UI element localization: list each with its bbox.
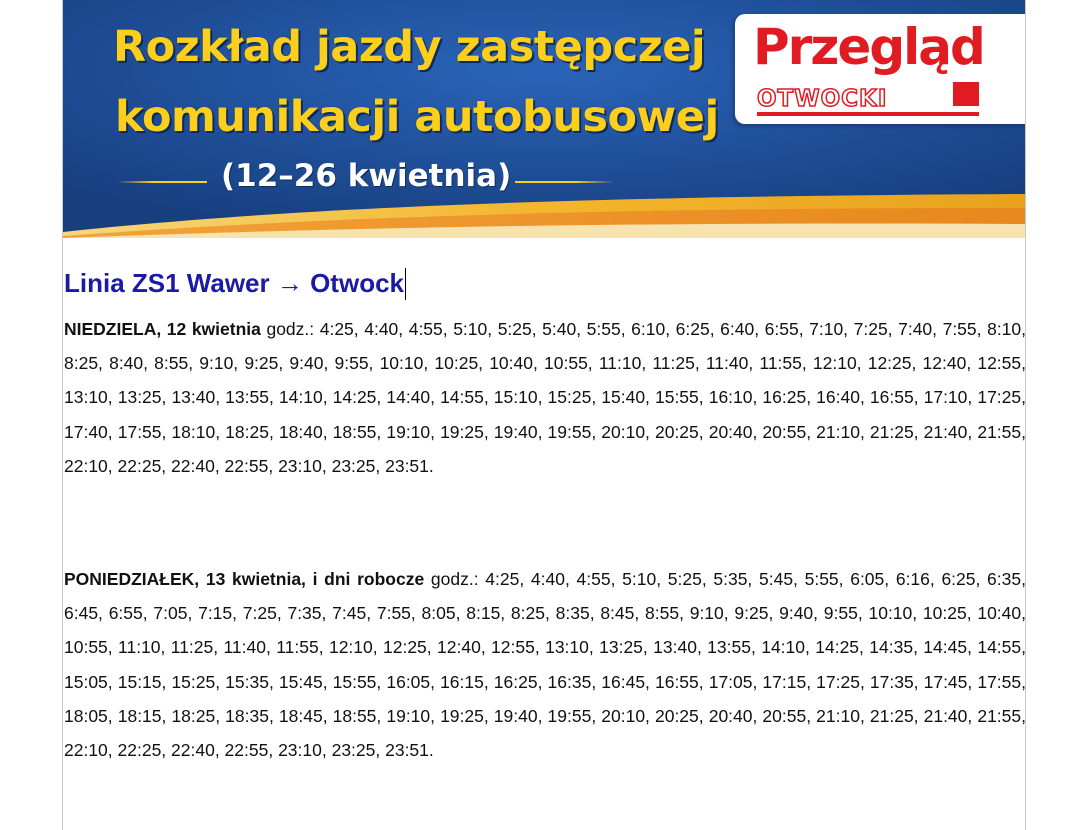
text-cursor [405,268,406,300]
schedule-weekday [64,562,1026,767]
schedule-day-label: PONIEDZIAŁEK, 13 kwietnia, i dni robocze [64,569,425,589]
banner-date-range: (12–26 kwietnia) [221,158,512,194]
logo-square-mark [953,82,979,106]
header-banner [63,0,1025,238]
banner-title-line-1: Rozkład jazdy zastępczej [113,22,706,72]
schedule-sunday [64,312,1026,483]
schedule-prefix: godz.: [266,319,315,339]
date-rule-right [515,181,615,183]
line-title: Linia ZS1 Wawer → Otwock [64,268,404,298]
document-page [62,0,1026,830]
schedule-prefix: godz.: [430,569,479,589]
schedule-times: 4:25, 4:40, 4:55, 5:10, 5:25, 5:40, 5:55, 6:10, 6:25, 6:40, 6:55, 7:10, 7:25, 7:40, 7:55, 8:10, 8:25, 8:40, 8:55, 9:10, 9:25, 9:40, 9:55, 10:10, 10:25, 10:40, 10:55, 11:10, 11:25, 11:40, 11:55, 12:10, 12:25, 12:40, 12:55, 13:10, 13:25, 13:40, 13:55, 14:10, 14:25, 14:40, 14:55, 15:10, 15:25, 15:40, 15:55, 16:10, 16:25, 16:40, 16:55, 17:10, 17:25, 17:40, 17:55, 18:10, 18:25, 18:40, 18:55, 19:10, 19:25, 19:40, 19:55, 20:10, 20:25, 20:40, 20:55, 21:10, 21:25, 21:40, 21:55, 22:10, 22:25, 22:40, 22:55, 23:10, 23:25, 23:51. [64,319,1027,476]
banner-title-line-2: komunikacji autobusowej [115,92,719,142]
schedule-times: 4:25, 4:40, 4:55, 5:10, 5:25, 5:35, 5:45, 5:55, 6:05, 6:16, 6:25, 6:35, 6:45, 6:55, 7:05, 7:15, 7:25, 7:35, 7:45, 7:55, 8:05, 8:15, 8:25, 8:35, 8:45, 8:55, 9:10, 9:25, 9:40, 9:55, 10:10, 10:25, 10:40, 10:55, 11:10, 11:25, 11:40, 11:55, 12:10, 12:25, 12:40, 12:55, 13:10, 13:25, 13:40, 13:55, 14:10, 14:25, 14:35, 14:45, 14:55, 15:05, 15:15, 15:25, 15:35, 15:45, 15:55, 16:05, 16:15, 16:25, 16:35, 16:45, 16:55, 17:05, 17:15, 17:25, 17:35, 17:45, 17:55, 18:05, 18:15, 18:25, 18:35, 18:45, 18:55, 19:10, 19:25, 19:40, 19:55, 20:10, 20:25, 20:40, 20:55, 21:10, 21:25, 21:40, 21:55, 22:10, 22:25, 22:40, 22:55, 23:10, 23:25, 23:51. [64,569,1026,761]
schedule-day-label: NIEDZIELA, 12 kwietnia [64,319,261,339]
logo-subtitle: OTWOCKI [757,86,888,112]
logo-wordmark: Przegląd [753,18,984,76]
newspaper-logo [735,14,1025,124]
date-rule-left [117,181,207,183]
logo-underline [757,112,979,116]
